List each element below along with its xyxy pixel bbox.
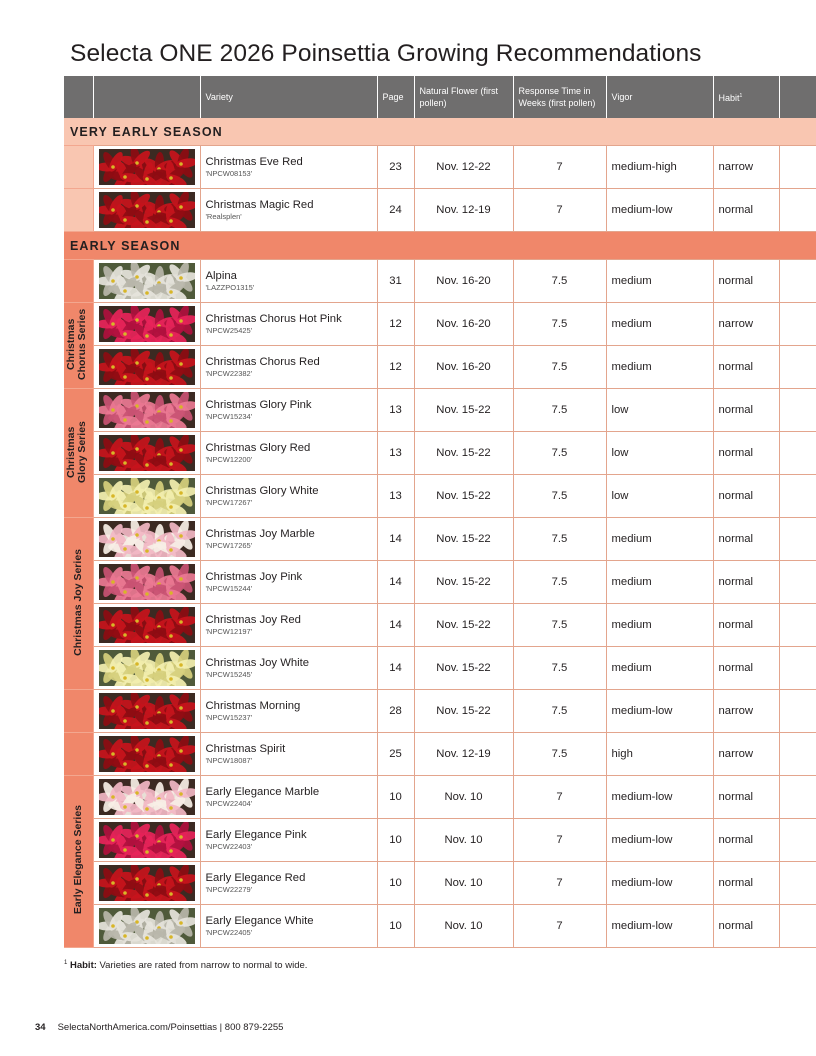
variety-cell — [200, 303, 377, 346]
habit-cell: normal — [713, 189, 779, 232]
poinsettia-photo — [99, 306, 195, 342]
page-cell: 31 — [377, 260, 414, 303]
variety-name: Christmas Glory Pink — [205, 399, 312, 411]
variety-image — [93, 303, 200, 346]
variety-code: 'NPCW22382' — [205, 369, 253, 378]
variety-name: Christmas Joy Pink — [205, 571, 303, 583]
response-cell: 7 — [513, 189, 606, 232]
variety-image — [93, 146, 200, 189]
response-cell: 7 — [513, 905, 606, 948]
vigor-cell: medium — [606, 604, 713, 647]
header-habit-label: Habit — [718, 93, 740, 103]
response-cell: 7.5 — [513, 518, 606, 561]
variety-cell — [200, 475, 377, 518]
poinsettia-photo — [99, 822, 195, 858]
page-cell: 14 — [377, 647, 414, 690]
series-cell — [64, 260, 93, 303]
habit-cell: normal — [713, 647, 779, 690]
flower-date-cell: Nov. 15-22 — [414, 475, 513, 518]
header-habit — [713, 76, 779, 118]
response-cell: 7 — [513, 862, 606, 905]
variety-code: 'NPCW12200' — [205, 455, 253, 464]
response-cell: 7.5 — [513, 733, 606, 776]
variety-cell — [200, 733, 377, 776]
variety-image — [93, 819, 200, 862]
flower-date-cell: Nov. 10 — [414, 905, 513, 948]
variety-name: Early Elegance Pink — [205, 829, 307, 841]
section-title: VERY EARLY SEASON — [64, 118, 816, 146]
vigor-cell: medium-low — [606, 776, 713, 819]
variety-code: 'NPCW22403' — [205, 842, 253, 851]
response-cell: 7.5 — [513, 475, 606, 518]
variety-name: Christmas Joy Marble — [205, 528, 315, 540]
variety-cell — [200, 346, 377, 389]
table-row — [64, 561, 816, 604]
section-very-early — [64, 118, 816, 146]
extra-cell — [779, 475, 816, 518]
habit-cell: normal — [713, 260, 779, 303]
poinsettia-photo — [99, 392, 195, 428]
extra-cell — [779, 260, 816, 303]
header-image — [93, 76, 200, 118]
extra-cell — [779, 303, 816, 346]
series-label-text: Early Elegance Series — [71, 805, 84, 915]
poinsettia-photo — [99, 650, 195, 686]
flower-date-cell: Nov. 12-19 — [414, 733, 513, 776]
extra-cell — [779, 819, 816, 862]
poinsettia-photo — [99, 263, 195, 299]
recommendations-table — [64, 76, 816, 948]
poinsettia-photo — [99, 693, 195, 729]
poinsettia-photo — [99, 607, 195, 643]
vigor-cell: medium — [606, 561, 713, 604]
variety-image — [93, 690, 200, 733]
table-row — [64, 475, 816, 518]
variety-image — [93, 189, 200, 232]
variety-image — [93, 260, 200, 303]
variety-name: Christmas Eve Red — [205, 156, 303, 168]
vigor-cell: medium — [606, 346, 713, 389]
variety-code: 'NPCW15234' — [205, 412, 253, 421]
table-row — [64, 146, 816, 189]
variety-name: Christmas Joy Red — [205, 614, 301, 626]
flower-date-cell: Nov. 15-22 — [414, 690, 513, 733]
extra-cell — [779, 518, 816, 561]
extra-cell — [779, 561, 816, 604]
variety-name: Christmas Spirit — [205, 743, 286, 755]
vigor-cell: medium-low — [606, 690, 713, 733]
page-footer — [35, 1022, 283, 1033]
footer-text: SelectaNorthAmerica.com/Poinsettias | 800 879-2255 — [57, 1022, 284, 1033]
vigor-cell: low — [606, 432, 713, 475]
variety-image — [93, 604, 200, 647]
footnote — [64, 960, 307, 971]
variety-name: Christmas Glory White — [205, 485, 319, 497]
extra-cell — [779, 189, 816, 232]
series-label-text: Christmas Joy Series — [71, 548, 84, 656]
page-cell: 14 — [377, 561, 414, 604]
response-cell: 7.5 — [513, 303, 606, 346]
habit-cell: normal — [713, 604, 779, 647]
response-cell: 7.5 — [513, 346, 606, 389]
header-habit-sup: 1 — [739, 93, 743, 99]
poinsettia-photo — [99, 736, 195, 772]
table-row — [64, 733, 816, 776]
habit-cell: normal — [713, 819, 779, 862]
vigor-cell: low — [606, 389, 713, 432]
variety-name: Early Elegance Red — [205, 872, 306, 884]
variety-cell — [200, 690, 377, 733]
flower-date-cell: Nov. 12-22 — [414, 146, 513, 189]
variety-cell — [200, 146, 377, 189]
response-cell: 7.5 — [513, 260, 606, 303]
variety-image — [93, 647, 200, 690]
variety-cell — [200, 862, 377, 905]
vigor-cell: medium — [606, 647, 713, 690]
footnote-sup: 1 — [64, 960, 68, 966]
variety-cell — [200, 432, 377, 475]
response-cell: 7 — [513, 776, 606, 819]
poinsettia-photo — [99, 149, 195, 185]
response-cell: 7.5 — [513, 561, 606, 604]
extra-cell — [779, 733, 816, 776]
variety-cell — [200, 819, 377, 862]
extra-cell — [779, 905, 816, 948]
footnote-label: Habit: — [69, 960, 97, 972]
variety-code: 'NPCW22404' — [205, 799, 253, 808]
poinsettia-photo — [99, 865, 195, 901]
header-response: Response Time in Weeks (first pollen) — [513, 76, 606, 118]
extra-cell — [779, 432, 816, 475]
flower-date-cell: Nov. 15-22 — [414, 389, 513, 432]
variety-code: 'NPCW15244' — [205, 584, 253, 593]
page-cell: 14 — [377, 518, 414, 561]
header-flower: Natural Flower (first pollen) — [414, 76, 513, 118]
table-row — [64, 776, 816, 819]
series-cell — [64, 189, 93, 232]
vigor-cell: medium-low — [606, 189, 713, 232]
variety-code: 'NPCW17267' — [205, 498, 253, 507]
extra-cell — [779, 604, 816, 647]
flower-date-cell: Nov. 15-22 — [414, 647, 513, 690]
page-cell: 24 — [377, 189, 414, 232]
table-row — [64, 518, 816, 561]
poinsettia-photo — [99, 478, 195, 514]
habit-cell: normal — [713, 389, 779, 432]
page-cell: 13 — [377, 432, 414, 475]
extra-cell — [779, 389, 816, 432]
table-row — [64, 905, 816, 948]
page-cell: 14 — [377, 604, 414, 647]
series-label-elegance — [64, 776, 93, 948]
variety-code: 'NPCW17265' — [205, 541, 253, 550]
variety-cell — [200, 561, 377, 604]
habit-cell: normal — [713, 518, 779, 561]
variety-cell — [200, 189, 377, 232]
variety-code: 'NPCW12197' — [205, 627, 253, 636]
habit-cell: normal — [713, 346, 779, 389]
habit-cell: narrow — [713, 146, 779, 189]
table-row — [64, 604, 816, 647]
extra-cell — [779, 690, 816, 733]
variety-code: 'NPCW18087' — [205, 756, 253, 765]
series-cell — [64, 690, 93, 733]
variety-image — [93, 862, 200, 905]
vigor-cell: low — [606, 475, 713, 518]
vigor-cell: medium — [606, 303, 713, 346]
vigor-cell: medium-low — [606, 905, 713, 948]
variety-code: 'NPCW08153' — [205, 169, 253, 178]
variety-cell — [200, 518, 377, 561]
page-cell: 12 — [377, 303, 414, 346]
habit-cell: normal — [713, 905, 779, 948]
table-row — [64, 690, 816, 733]
poinsettia-photo — [99, 908, 195, 944]
variety-cell — [200, 776, 377, 819]
response-cell: 7.5 — [513, 432, 606, 475]
flower-date-cell: Nov. 10 — [414, 819, 513, 862]
variety-image — [93, 733, 200, 776]
variety-name: Christmas Chorus Red — [205, 356, 320, 368]
variety-cell — [200, 604, 377, 647]
habit-cell: narrow — [713, 303, 779, 346]
series-cell — [64, 146, 93, 189]
vigor-cell: medium — [606, 518, 713, 561]
flower-date-cell: Nov. 15-22 — [414, 604, 513, 647]
response-cell: 7.5 — [513, 389, 606, 432]
page-cell: 10 — [377, 862, 414, 905]
variety-name: Christmas Magic Red — [205, 199, 314, 211]
table-row — [64, 189, 816, 232]
variety-image — [93, 432, 200, 475]
variety-code: 'NPCW15245' — [205, 670, 253, 679]
page-cell: 12 — [377, 346, 414, 389]
vigor-cell: medium-low — [606, 819, 713, 862]
variety-code: 'LAZZPO1315' — [205, 283, 255, 292]
response-cell: 7 — [513, 146, 606, 189]
variety-name: Early Elegance Marble — [205, 786, 320, 798]
table-row — [64, 819, 816, 862]
series-label-text: Christmas Chorus Series — [65, 308, 89, 380]
header-page: Page — [377, 76, 414, 118]
flower-date-cell: Nov. 10 — [414, 776, 513, 819]
habit-cell: normal — [713, 862, 779, 905]
page-number: 34 — [35, 1022, 46, 1033]
page-cell: 10 — [377, 819, 414, 862]
vigor-cell: medium-low — [606, 862, 713, 905]
habit-cell: narrow — [713, 690, 779, 733]
series-label-text: Christmas Glory Series — [65, 420, 89, 483]
variety-code: 'NPCW22279' — [205, 885, 253, 894]
page-cell: 13 — [377, 475, 414, 518]
habit-cell: normal — [713, 432, 779, 475]
flower-date-cell: Nov. 16-20 — [414, 260, 513, 303]
habit-cell: normal — [713, 561, 779, 604]
variety-cell — [200, 905, 377, 948]
table-row — [64, 260, 816, 303]
poinsettia-photo — [99, 521, 195, 557]
table-row — [64, 432, 816, 475]
extra-cell — [779, 346, 816, 389]
page-cell: 25 — [377, 733, 414, 776]
variety-image — [93, 475, 200, 518]
flower-date-cell: Nov. 15-22 — [414, 432, 513, 475]
variety-cell — [200, 260, 377, 303]
table-row — [64, 346, 816, 389]
section-title: EARLY SEASON — [64, 232, 816, 260]
vigor-cell: medium — [606, 260, 713, 303]
page-cell: 23 — [377, 146, 414, 189]
habit-cell: normal — [713, 776, 779, 819]
page-cell: 13 — [377, 389, 414, 432]
flower-date-cell: Nov. 12-19 — [414, 189, 513, 232]
variety-image — [93, 561, 200, 604]
series-label-chorus — [64, 303, 93, 389]
variety-code: 'Realsplen' — [205, 212, 242, 221]
variety-cell — [200, 647, 377, 690]
variety-name: Christmas Morning — [205, 700, 301, 712]
series-cell — [64, 733, 93, 776]
table-row — [64, 647, 816, 690]
habit-cell: normal — [713, 475, 779, 518]
page-cell: 10 — [377, 776, 414, 819]
variety-name: Early Elegance White — [205, 915, 314, 927]
flower-date-cell: Nov. 10 — [414, 862, 513, 905]
extra-cell — [779, 862, 816, 905]
flower-date-cell: Nov. 15-22 — [414, 518, 513, 561]
flower-date-cell: Nov. 15-22 — [414, 561, 513, 604]
extra-cell — [779, 776, 816, 819]
extra-cell — [779, 647, 816, 690]
table-row — [64, 862, 816, 905]
variety-code: 'NPCW25425' — [205, 326, 253, 335]
variety-image — [93, 776, 200, 819]
poinsettia-photo — [99, 192, 195, 228]
vigor-cell: medium-high — [606, 146, 713, 189]
section-early — [64, 232, 816, 260]
variety-name: Christmas Glory Red — [205, 442, 311, 454]
poinsettia-photo — [99, 349, 195, 385]
table-row — [64, 303, 816, 346]
header-extra — [779, 76, 816, 118]
page-cell: 10 — [377, 905, 414, 948]
flower-date-cell: Nov. 16-20 — [414, 303, 513, 346]
poinsettia-photo — [99, 435, 195, 471]
header-vigor: Vigor — [606, 76, 713, 118]
series-label-glory — [64, 389, 93, 518]
table-row — [64, 389, 816, 432]
vigor-cell: high — [606, 733, 713, 776]
extra-cell — [779, 146, 816, 189]
response-cell: 7.5 — [513, 647, 606, 690]
response-cell: 7.5 — [513, 604, 606, 647]
series-label-joy — [64, 518, 93, 690]
variety-name: Christmas Chorus Hot Pink — [205, 313, 342, 325]
habit-cell: narrow — [713, 733, 779, 776]
variety-image — [93, 389, 200, 432]
header-row — [64, 76, 816, 118]
header-series — [64, 76, 93, 118]
poinsettia-photo — [99, 779, 195, 815]
variety-code: 'NPCW22405' — [205, 928, 253, 937]
variety-image — [93, 905, 200, 948]
response-cell: 7 — [513, 819, 606, 862]
footnote-text: Varieties are rated from narrow to normal to wide. — [96, 960, 308, 972]
variety-name: Christmas Joy White — [205, 657, 310, 669]
flower-date-cell: Nov. 16-20 — [414, 346, 513, 389]
variety-image — [93, 518, 200, 561]
variety-code: 'NPCW15237' — [205, 713, 253, 722]
header-variety: Variety — [200, 76, 377, 118]
variety-cell — [200, 389, 377, 432]
variety-image — [93, 346, 200, 389]
response-cell: 7.5 — [513, 690, 606, 733]
page-cell: 28 — [377, 690, 414, 733]
page-title: Selecta ONE 2026 Poinsettia Growing Recommendations — [70, 40, 702, 67]
poinsettia-photo — [99, 564, 195, 600]
variety-name: Alpina — [205, 270, 237, 282]
